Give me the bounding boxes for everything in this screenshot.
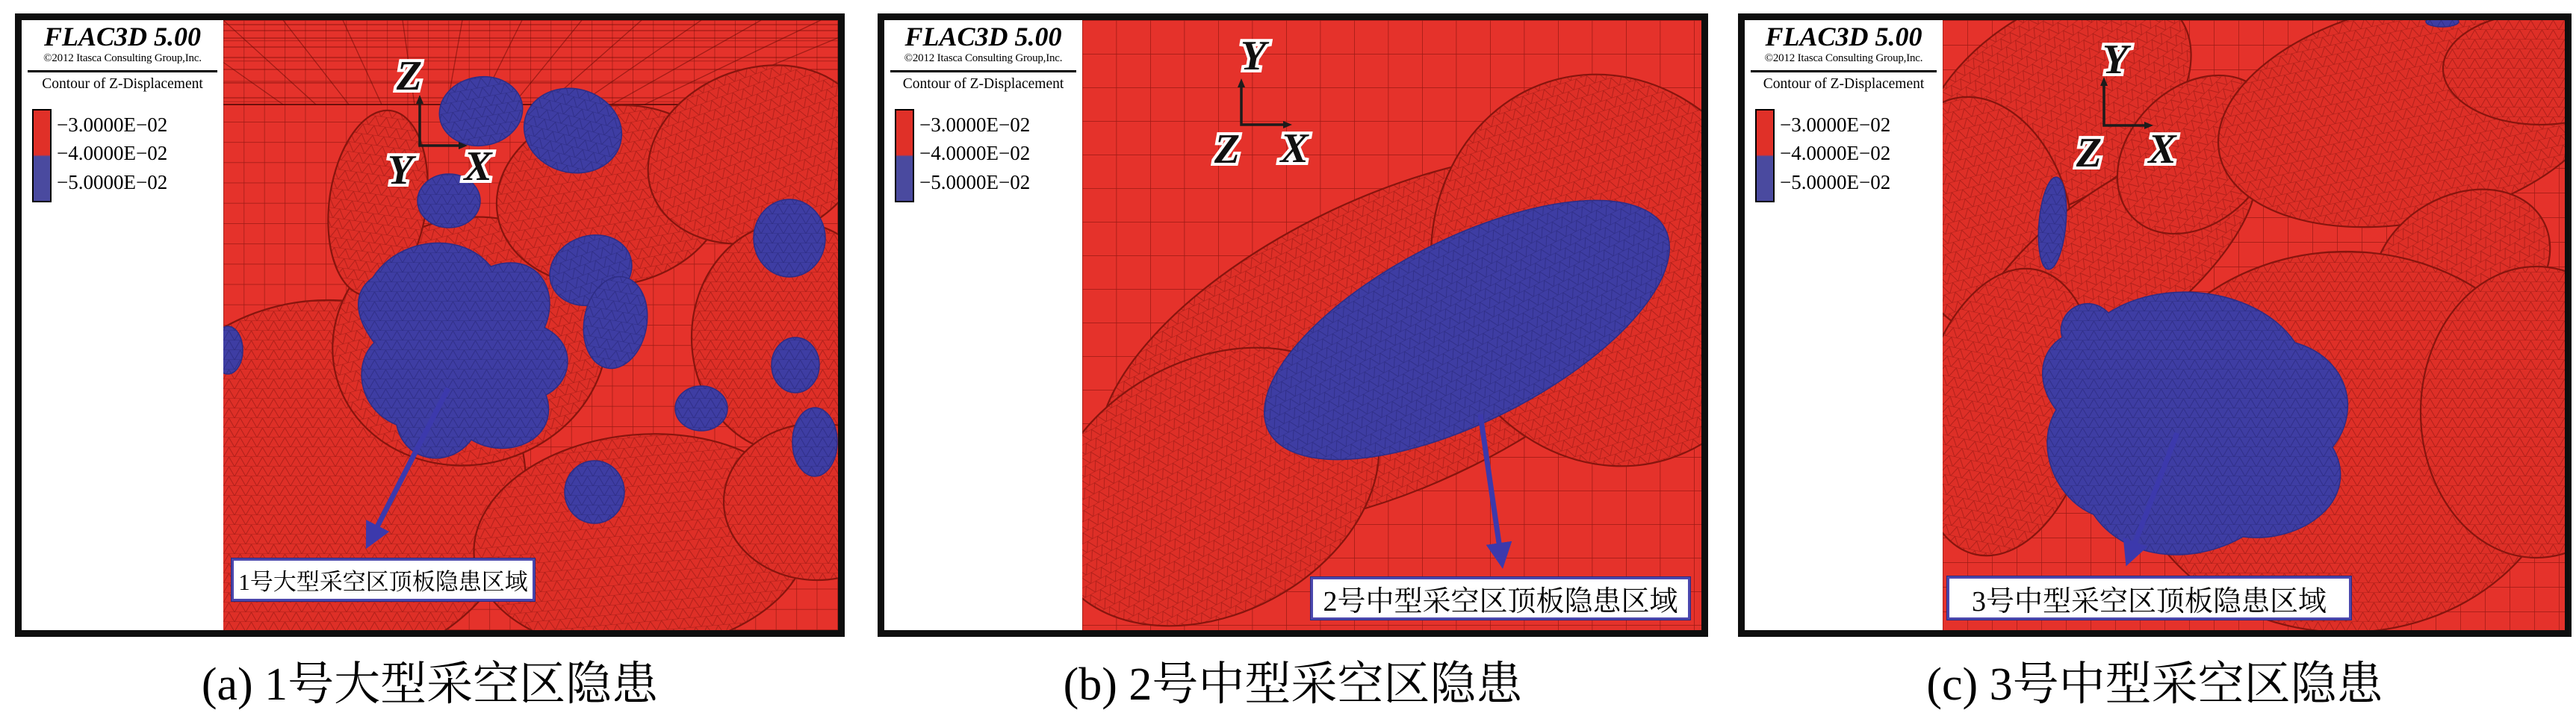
axis-label-left: Z [1214, 126, 1241, 172]
divider [1751, 70, 1937, 72]
flac3d-logo: FLAC3D 5.00 [904, 22, 1062, 52]
copyright-text: ©2012 Itasca Consulting Group,Inc. [904, 52, 1063, 64]
legend [22, 109, 223, 214]
legend-value: −3.0000E−02 [919, 113, 1031, 136]
legend-value: −3.0000E−02 [57, 113, 168, 136]
legend-value: −4.0000E−02 [1780, 142, 1891, 165]
panel-c-legend-sidebar [1745, 20, 1943, 214]
legend-colorbar [32, 109, 52, 202]
contour-title: Contour of Z-Displacement [902, 75, 1064, 92]
annotation-box: 2号中型采空区顶板隐患区域 [1311, 577, 1690, 620]
legend [884, 109, 1082, 214]
axis-label-left: Z [2076, 130, 2102, 176]
copyright-text: ©2012 Itasca Consulting Group,Inc. [1764, 52, 1923, 64]
legend-value: −4.0000E−02 [919, 142, 1031, 165]
axis-label-up: Y [2102, 37, 2129, 83]
axis-label-up: Y [1240, 33, 1267, 79]
contour-title: Contour of Z-Displacement [1763, 75, 1925, 92]
panel-b-mesh [1082, 20, 1701, 630]
flac3d-logo: FLAC3D 5.00 [1765, 22, 1922, 52]
axis-label-right: X [464, 143, 492, 190]
legend-colorbar [1755, 109, 1775, 202]
legend-value: −3.0000E−02 [1780, 113, 1891, 136]
legend-value: −5.0000E−02 [1780, 170, 1891, 193]
legend-value: −5.0000E−02 [919, 170, 1031, 193]
panel-a-mesh [223, 20, 838, 630]
subfigure-caption-b: (b) 2号中型采空区隐患 [1063, 659, 1523, 710]
panel-b-legend-sidebar [884, 20, 1082, 214]
flac3d-logo: FLAC3D 5.00 [43, 22, 202, 52]
contour-title: Contour of Z-Displacement [42, 75, 203, 92]
legend [1745, 109, 1943, 214]
divider [890, 70, 1076, 72]
copyright-text: ©2012 Itasca Consulting Group,Inc. [43, 52, 202, 64]
annotation-box: 3号中型采空区顶板隐患区域 [1947, 576, 2351, 620]
panel-c-mesh [1943, 20, 2565, 630]
axis-label-right: X [2148, 126, 2176, 172]
axis-label-left: Y [387, 147, 414, 193]
axis-label-right: X [1280, 125, 1309, 172]
subfigure-caption-a: (a) 1号大型采空区隐患 [201, 659, 659, 710]
legend-colorbar [895, 109, 914, 202]
panel-a-legend-sidebar [22, 20, 223, 214]
axis-label-up: Z [396, 53, 423, 99]
legend-value: −4.0000E−02 [57, 142, 168, 165]
divider [28, 70, 217, 72]
annotation-box: 1号大型采空区顶板隐患区域 [232, 558, 535, 601]
subfigure-caption-c: (c) 3号中型采空区隐患 [1926, 659, 2383, 710]
legend-value: −5.0000E−02 [57, 170, 168, 193]
